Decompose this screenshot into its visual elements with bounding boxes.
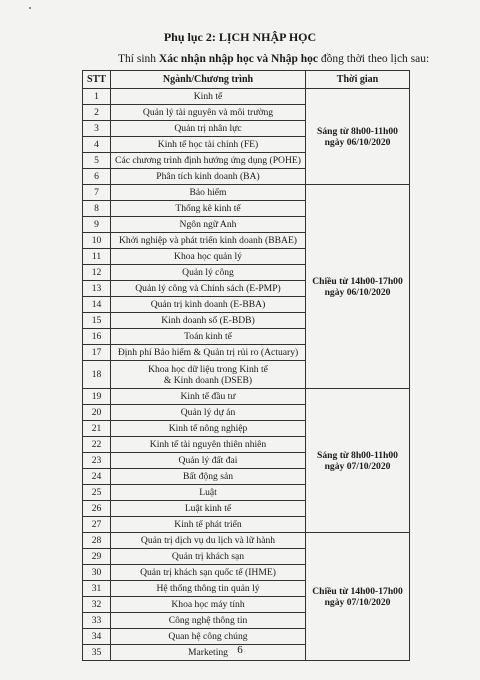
time-group-3 (306, 389, 410, 533)
cell-program: Kinh doanh số (E-BDB) (111, 313, 306, 329)
time-line2: ngày 07/10/2020 (324, 460, 391, 472)
cell-program: Khoa học quản lý (111, 249, 306, 265)
cell-stt: 25 (83, 485, 111, 501)
scan-speck (29, 7, 31, 9)
cell-program: Quản lý đất đai (111, 453, 306, 469)
intro-suffix: đồng thời theo lịch sau: (318, 53, 430, 65)
time-line2: ngày 06/10/2020 (324, 286, 391, 298)
time-line2: ngày 07/10/2020 (324, 596, 391, 608)
cell-stt: 1 (83, 89, 111, 105)
time-line2: ngày 06/10/2020 (324, 136, 391, 148)
cell-stt: 15 (83, 313, 111, 329)
cell-program: Toán kinh tế (111, 329, 306, 345)
cell-program (111, 361, 306, 389)
cell-stt: 12 (83, 265, 111, 281)
cell-stt: 17 (83, 345, 111, 361)
program-line2: & Kinh doanh (DSEB) (163, 374, 253, 386)
cell-program: Bảo hiểm (111, 185, 306, 201)
time-line1: Sáng từ 8h00-11h00 (317, 125, 398, 137)
cell-stt: 5 (83, 153, 111, 169)
cell-program: Quản lý công (111, 265, 306, 281)
cell-stt: 20 (83, 405, 111, 421)
table-row (83, 89, 410, 105)
header-program: Ngành/Chương trình (111, 71, 306, 89)
cell-stt: 33 (83, 613, 111, 629)
cell-stt: 7 (83, 185, 111, 201)
time-line1: Sáng từ 8h00-11h00 (317, 449, 398, 461)
header-time: Thời gian (306, 71, 410, 89)
program-line1: Khoa học dữ liệu trong Kinh tế (148, 363, 268, 375)
cell-program: Phân tích kinh doanh (BA) (111, 169, 306, 185)
cell-program: Quản trị dịch vụ du lịch và lữ hành (111, 533, 306, 549)
cell-program: Kinh tế nông nghiệp (111, 421, 306, 437)
cell-stt: 10 (83, 233, 111, 249)
page-number: 6 (237, 644, 243, 656)
cell-program: Kinh tế đầu tư (111, 389, 306, 405)
time-line1: Chiều từ 14h00-17h00 (312, 275, 403, 287)
cell-program: Ngôn ngữ Anh (111, 217, 306, 233)
cell-stt: 8 (83, 201, 111, 217)
cell-stt: 2 (83, 105, 111, 121)
time-group-4 (306, 533, 410, 661)
cell-stt: 4 (83, 137, 111, 153)
schedule-table (82, 70, 410, 661)
cell-program: Định phí Bảo hiểm & Quản trị rủi ro (Actuary) (111, 345, 306, 361)
intro-prefix: Thí sinh (118, 53, 159, 65)
time-group-2 (306, 185, 410, 389)
intro-bold: Xác nhận nhập học và Nhập học (158, 53, 319, 65)
cell-program: Công nghệ thông tin (111, 613, 306, 629)
cell-program: Quản lý dự án (111, 405, 306, 421)
table-row (83, 389, 410, 405)
cell-stt: 18 (83, 361, 111, 389)
cell-stt: 32 (83, 597, 111, 613)
cell-stt: 14 (83, 297, 111, 313)
cell-stt: 16 (83, 329, 111, 345)
cell-program: Bất động sản (111, 469, 306, 485)
cell-program: Quản trị nhân lực (111, 121, 306, 137)
cell-program: Marketing (111, 645, 306, 661)
cell-program: Luật kinh tế (111, 501, 306, 517)
cell-program: Quản trị khách sạn (111, 549, 306, 565)
cell-program: Kinh tế tài nguyên thiên nhiên (111, 437, 306, 453)
table-header-row (83, 71, 410, 89)
cell-stt: 30 (83, 565, 111, 581)
cell-program: Quản lý tài nguyên và môi trường (111, 105, 306, 121)
cell-stt: 3 (83, 121, 111, 137)
cell-program: Khoa học máy tính (111, 597, 306, 613)
cell-stt: 34 (83, 629, 111, 645)
time-line1: Chiều từ 14h00-17h00 (312, 585, 403, 597)
cell-stt: 27 (83, 517, 111, 533)
cell-stt: 24 (83, 469, 111, 485)
cell-stt: 29 (83, 549, 111, 565)
cell-stt: 11 (83, 249, 111, 265)
intro-text (118, 53, 429, 65)
cell-program: Quản lý công và Chính sách (E-PMP) (111, 281, 306, 297)
header-stt: STT (83, 71, 111, 89)
cell-program: Luật (111, 485, 306, 501)
cell-program: Các chương trình định hướng ứng dụng (POHE) (111, 153, 306, 169)
cell-program: Khởi nghiệp và phát triển kinh doanh (BBAE) (111, 233, 306, 249)
cell-stt: 21 (83, 421, 111, 437)
cell-program: Thống kê kinh tế (111, 201, 306, 217)
cell-program: Kinh tế (111, 89, 306, 105)
cell-program: Hệ thống thông tin quản lý (111, 581, 306, 597)
cell-stt: 13 (83, 281, 111, 297)
cell-stt: 26 (83, 501, 111, 517)
cell-stt: 9 (83, 217, 111, 233)
cell-stt: 19 (83, 389, 111, 405)
cell-stt: 35 (83, 645, 111, 661)
cell-program: Quản trị khách sạn quốc tế (IHME) (111, 565, 306, 581)
page-title: Phụ lục 2: LỊCH NHẬP HỌC (163, 30, 317, 44)
cell-stt: 23 (83, 453, 111, 469)
table-row (83, 185, 410, 201)
cell-program: Kinh tế phát triển (111, 517, 306, 533)
cell-program: Quan hệ công chúng (111, 629, 306, 645)
cell-program: Quản trị kinh doanh (E-BBA) (111, 297, 306, 313)
cell-stt: 6 (83, 169, 111, 185)
cell-program: Kinh tế học tài chính (FE) (111, 137, 306, 153)
cell-stt: 28 (83, 533, 111, 549)
cell-stt: 22 (83, 437, 111, 453)
time-group-1 (306, 89, 410, 185)
cell-stt: 31 (83, 581, 111, 597)
table-row (83, 533, 410, 549)
